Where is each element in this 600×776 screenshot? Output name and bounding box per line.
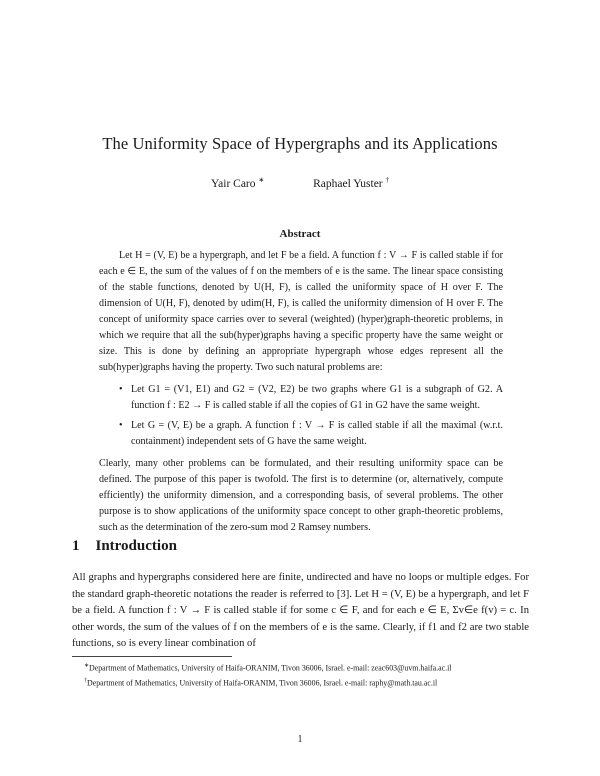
section-heading — [72, 538, 177, 555]
abstract-bullet-2: • Let G = (V, E) be a graph. A function f : V → F is called stable if all the maximal (w.r.t. containment) independent sets of G have the same weight. — [119, 420, 503, 447]
footnote-rule — [72, 656, 232, 657]
abstract-heading: Abstract — [279, 228, 321, 240]
page-number: 1 — [297, 734, 303, 745]
authors — [0, 176, 600, 190]
author-1: Yair Caro ∗ — [210, 176, 265, 190]
bullet-icon: • — [119, 420, 123, 431]
footnote-1: ∗Department of Mathematics, University of Haifa-ORANIM, Tivon 36006, Israel. e-mail: zeac603@uvm.haifa.ac.il — [84, 663, 452, 673]
footnote-2: †Department of Mathematics, University of Haifa-ORANIM, Tivon 36006, Israel. e-mail: raphy@math.tau.ac.il — [84, 677, 438, 688]
intro-paragraph: All graphs and hypergraphs considered here are finite, undirected and have no loops or multiple edges. For the standard graph-theoretic notations the reader is referred to [3]. Let H = (V, E) be a hypergraph, and let F be a field. A function f : V → F is called stable if for some c ∈ F, and for each e ∈ E, Σv∈e f(v) = c. In other words, the sum of the values of f on the members of e is the same. Clearly, if f1 and f2 are two stable functions, so is every linear combination of — [72, 572, 529, 650]
section-number: 1 — [72, 538, 80, 554]
author-2: Raphael Yuster † — [313, 176, 390, 190]
abstract-bullet-list — [99, 382, 503, 450]
section-title: Introduction — [95, 538, 177, 554]
abstract-paragraph-2: Clearly, many other problems can be formulated, and their resulting uniformity space can be defined. The purpose of this paper is twofold. The first is to determine (or, alternatively, compute efficiently) the uniformity dimension, and a corresponding basis, of several problems. The other purpose is to show applications of the uniformity space concept to other graph-theoretic problems, such as the determination of the zero-sum mod 2 Ramsey numbers. — [99, 458, 503, 533]
footnotes — [84, 660, 524, 689]
abstract-paragraph-1: Let H = (V, E) be a hypergraph, and let F be a field. A function f : V → F is called stable if for each e ∈ E, the sum of the values of f on the members of e is the same. The linear space consisting of the stable functions, denoted by U(H, F), is called the uniformity space of H over F. The dimension of U(H, F), denoted by udim(H, F), is called the uniformity dimension of H over F. The concept of uniformity space carries over to several (weighted) (hyper)graph-theoretic problems, in which we require that all the sub(hyper)graphs having a specific property have the same weight or size. This is done by defining an appropriate hypergraph whose edges represent all the sub(hyper)graphs having the property. Two such natural problems are: — [99, 250, 503, 373]
abstract-body — [99, 248, 503, 536]
bullet-icon: • — [119, 384, 123, 395]
abstract-bullet-1: • Let G1 = (V1, E1) and G2 = (V2, E2) be two graphs where G1 is a subgraph of G2. A function f : E2 → F is called stable if all the copies of G1 in G2 have the same weight. — [119, 384, 503, 411]
intro-body — [72, 570, 529, 653]
paper-title: The Uniformity Space of Hypergraphs and its Applications — [102, 134, 498, 153]
